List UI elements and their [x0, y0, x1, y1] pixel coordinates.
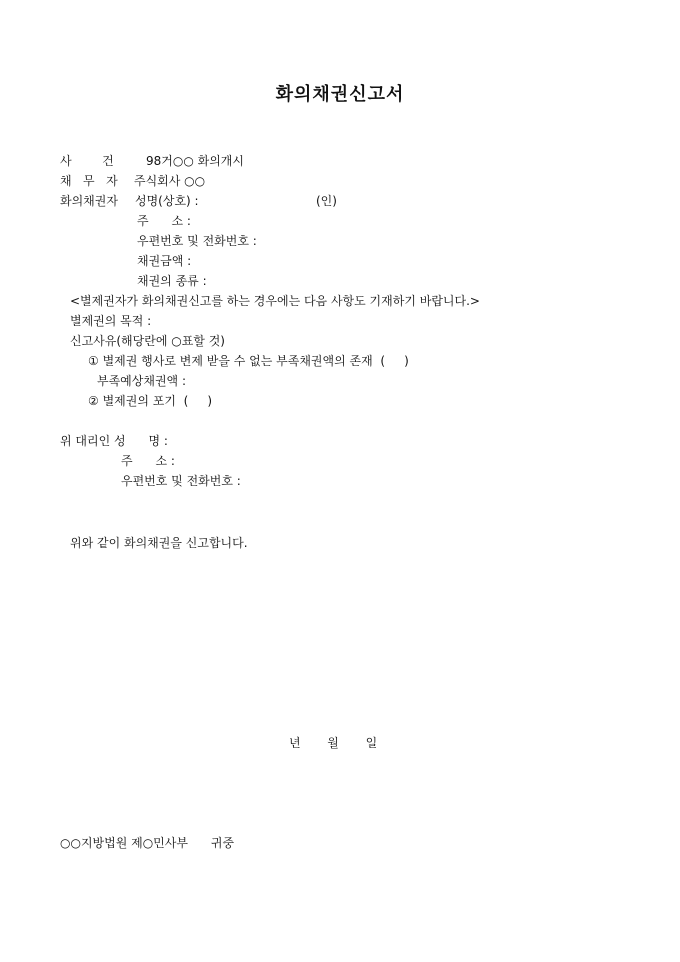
- debtor-label: 채 무 자: [60, 174, 118, 188]
- debtor-value: 주식회사 ○○: [134, 174, 206, 188]
- creditor-amount-field: 채권금액 :: [137, 254, 192, 268]
- agent-name-field: 위 대리인 성 명 :: [60, 434, 168, 448]
- creditor-type-field: 채권의 종류 :: [137, 274, 207, 288]
- case-label: 사 건: [60, 154, 114, 168]
- creditor-postal-phone-field: 우편번호 및 전화번호 :: [137, 234, 257, 248]
- date-line: 년 월 일: [289, 736, 378, 750]
- creditor-label: 화의채권자: [60, 194, 118, 208]
- creditor-address-field: 주 소 :: [137, 214, 191, 228]
- report-reason-label: 신고사유(해당란에 ○표할 것): [70, 334, 225, 348]
- creditor-seal: (인): [316, 194, 337, 208]
- reason-item-waiver: ② 별제권의 포기 ( ): [88, 394, 213, 408]
- agent-address-field: 주 소 :: [121, 454, 175, 468]
- case-value: 98거○○ 화의개시: [146, 154, 244, 168]
- shortfall-amount-field: 부족예상채권액 :: [97, 374, 187, 388]
- creditor-name-field: 성명(상호) :: [135, 194, 199, 208]
- statement-text: 위와 같이 화의채권을 신고합니다.: [70, 536, 248, 550]
- agent-postal-phone-field: 우편번호 및 전화번호 :: [121, 474, 241, 488]
- reason-item-shortfall: ① 별제권 행사로 변제 받을 수 없는 부족채권액의 존재 ( ): [88, 354, 409, 368]
- separate-right-object-field: 별제권의 목적 :: [70, 314, 152, 328]
- separate-right-notice: <별제권자가 화의채권신고를 하는 경우에는 다음 사항도 기재하기 바랍니다.>: [70, 294, 480, 308]
- document-title: 화의채권신고서: [275, 84, 405, 105]
- court-addressee: ○○지방법원 제○민사부 귀중: [60, 836, 235, 850]
